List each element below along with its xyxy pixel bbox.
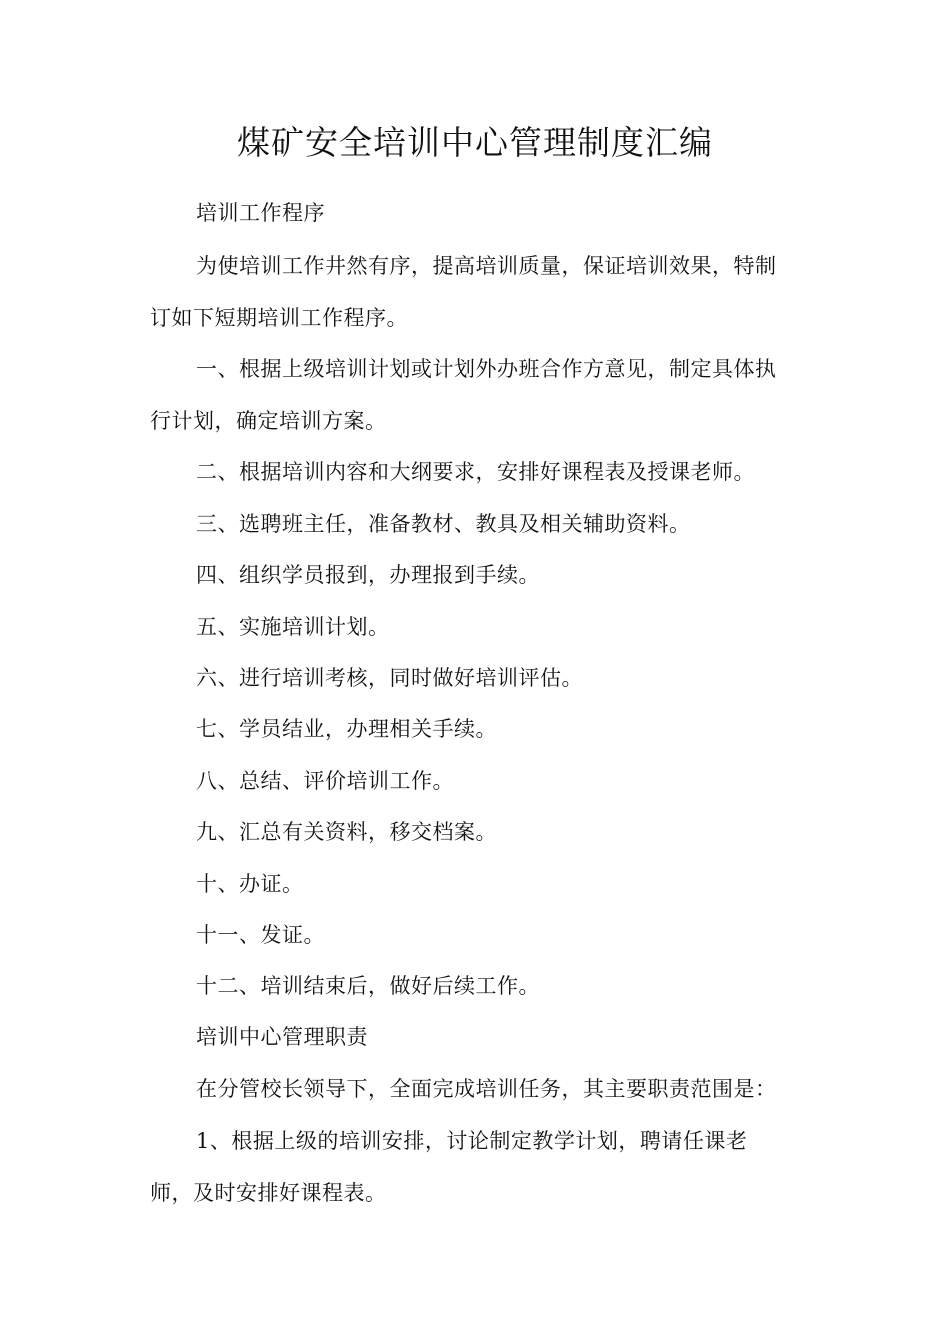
section-heading-training-procedure: 培训工作程序 — [196, 201, 325, 225]
paragraph-duties-intro: 在分管校长领导下，全面完成培训任务，其主要职责范围是： — [196, 1077, 777, 1101]
list-item-9: 九、汇总有关资料，移交档案。 — [196, 820, 497, 844]
list-item-2: 二、根据培训内容和大纲要求，安排好课程表及授课老师。 — [196, 460, 755, 484]
document-title: 煤矿安全培训中心管理制度汇编 — [237, 123, 713, 162]
list-item-7: 七、学员结业，办理相关手续。 — [196, 717, 497, 741]
list-item-11: 十一、发证。 — [196, 923, 325, 947]
duty-item-1-line-1: 1、根据上级的培训安排，讨论制定教学计划，聘请任课老 — [196, 1129, 748, 1153]
list-item-5: 五、实施培训计划。 — [196, 615, 390, 639]
list-item-1-line-2: 行计划，确定培训方案。 — [150, 409, 387, 433]
paragraph-intro-line-1: 为使培训工作井然有序，提高培训质量，保证培训效果，特制 — [196, 254, 777, 278]
duty-item-1-line-2: 师，及时安排好课程表。 — [150, 1181, 387, 1205]
list-item-1-line-1: 一、根据上级培训计划或计划外办班合作方意见，制定具体执 — [196, 357, 777, 381]
list-item-6: 六、进行培训考核，同时做好培训评估。 — [196, 666, 583, 690]
list-item-4: 四、组织学员报到，办理报到手续。 — [196, 563, 540, 587]
section-heading-center-duties: 培训中心管理职责 — [196, 1025, 368, 1049]
list-item-12: 十二、培训结束后，做好后续工作。 — [196, 974, 540, 998]
list-item-8: 八、总结、评价培训工作。 — [196, 769, 454, 793]
paragraph-intro-line-2: 订如下短期培训工作程序。 — [150, 306, 408, 330]
list-item-10: 十、办证。 — [196, 872, 304, 896]
list-item-3: 三、选聘班主任，准备教材、教具及相关辅助资料。 — [196, 512, 691, 536]
